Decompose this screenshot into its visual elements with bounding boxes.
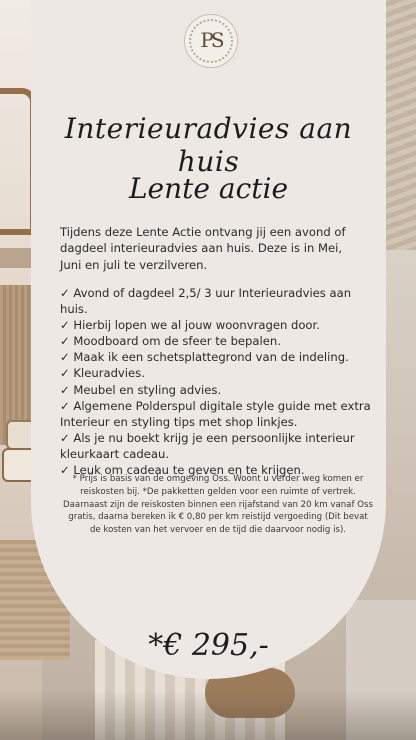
list-item: ✓ Maak ik een schetsplattegrond van de indeling.	[60, 350, 349, 365]
price-label: *€ 295,-	[148, 628, 269, 663]
logo-monogram: PS	[200, 28, 222, 52]
list-item: ✓ Avond of dagdeel 2,5/ 3 uur Interieuradvies aan huis.	[60, 286, 352, 317]
list-item: ✓ Leuk om cadeau te geven en te krijgen.	[60, 463, 305, 478]
intro-text: Tijdens deze Lente Actie ontvang jij een avond of dagdeel interieuradvies aan huis. Deze is in Mei, Juni en juli te verzilveren.	[60, 225, 346, 272]
list-item: ✓ Algemene Polderspul digitale style guide met extra Interieur en styling tips met shop linkjes.	[60, 398, 371, 429]
list-item: ✓ Als je nu boekt krijg je een persoonlijke interieur kleurkaart cadeau.	[60, 430, 355, 461]
list-item: ✓ Moodboard om de sfeer te bepalen.	[60, 334, 281, 349]
list-item: ✓ Meubel en styling advies.	[60, 382, 222, 397]
shadow-overlay	[0, 690, 416, 740]
benefits-list	[60, 285, 380, 478]
fine-print: * Prijs is basis van de omgeving Oss. Woont u verder weg komen er reiskosten bij. *De pakketten gelden voor een ruimte of vertrek. Daarnaast zijn de reiskosten binnen een rijafstand van 20 km vanaf Oss gratis, daarna bereken ik € 0,80 per km reistijd vergoeding (Dit bevat de kosten van het vervoer en de tijd die daarvoor nodig is).	[63, 474, 373, 536]
brand-logo	[184, 14, 238, 68]
list-item: ✓ Kleuradvies.	[60, 366, 145, 381]
list-item: ✓ Hierbij lopen we al jouw woonvragen door.	[60, 318, 320, 333]
promo-title: Interieuradvies aan huis	[64, 112, 353, 178]
promo-subtitle: Lente actie	[128, 172, 289, 205]
